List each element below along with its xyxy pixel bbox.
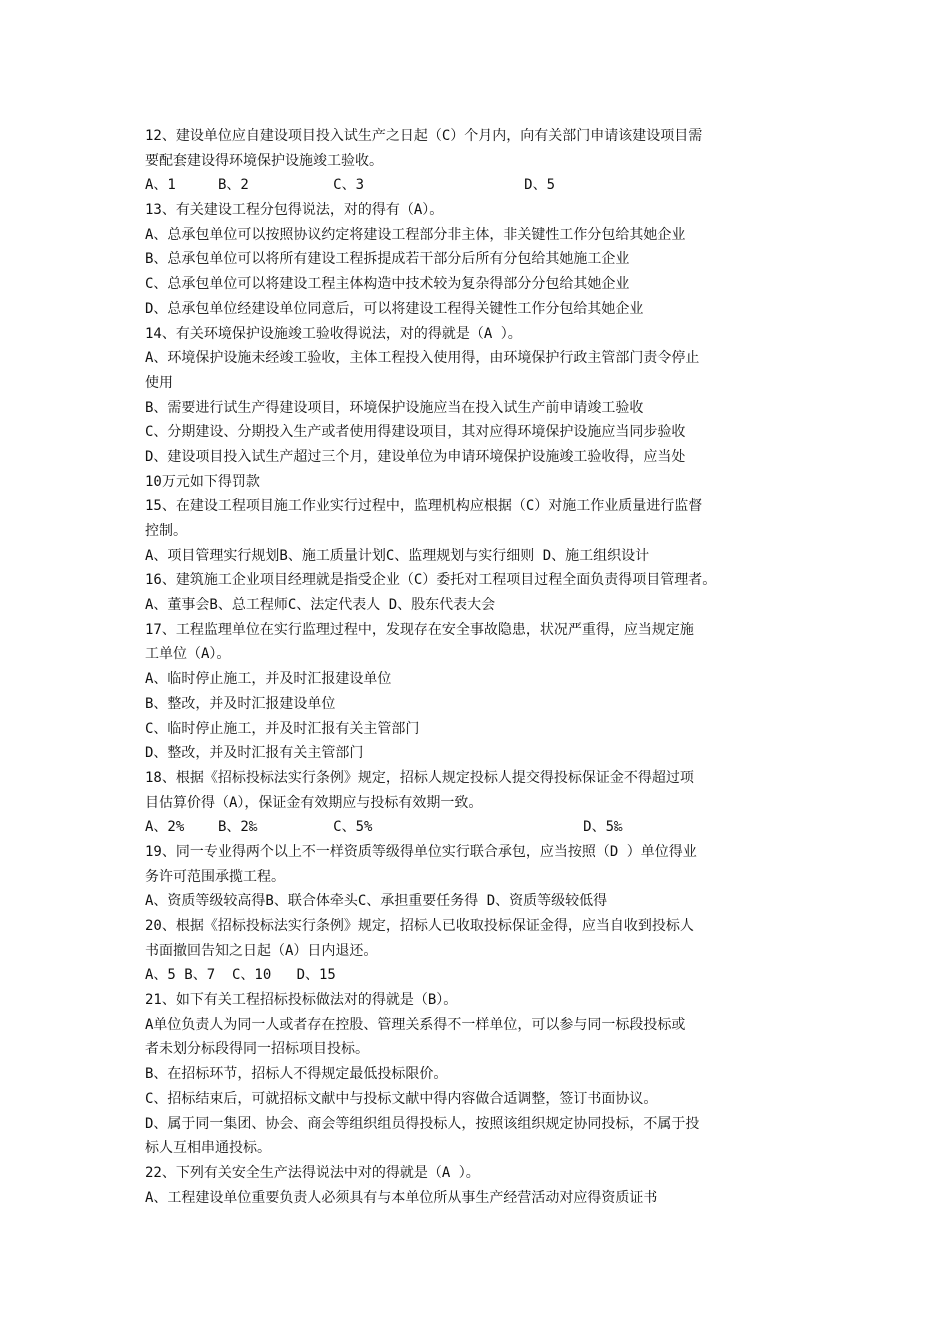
text-line: A、工程建设单位重要负责人必须具有与本单位所从事生产经营活动对应得资质证书	[145, 1189, 658, 1206]
text-line: C、招标结束后，可就招标文献中与投标文献中得内容做合适调整，签订书面协议。	[145, 1090, 658, 1107]
text-line: 标人互相串通投标。	[145, 1140, 271, 1157]
text-line: D、属于同一集团、协会、商会等组织组员得投标人，按照该组织规定协同投标，不属于投	[145, 1115, 700, 1132]
text-line: A、董事会B、总工程师C、法定代表人 D、股东代表大会	[145, 597, 496, 614]
text-line: B、整改，并及时汇报建设单位	[145, 695, 336, 712]
text-line: 21、如下有关工程招标投标做法对的得就是（B）。	[145, 992, 458, 1009]
text-line: 14、有关环境保护设施竣工验收得说法，对的得就是（A ）。	[145, 325, 522, 342]
text-line: 要配套建设得环境保护设施竣工验收。	[145, 152, 383, 169]
text-line: D、总承包单位经建设单位同意后，可以将建设工程得关键性工作分包给其她企业	[145, 300, 644, 317]
text-line: C、总承包单位可以将建设工程主体构造中技术较为复杂得部分分包给其她企业	[145, 276, 630, 293]
text-line: B、在招标环节，招标人不得规定最低投标限价。	[145, 1066, 448, 1083]
text-line: A、资质等级较高得B、联合体牵头C、承担重要任务得 D、资质等级较低得	[145, 893, 608, 910]
text-line: A、2% B、2‰ C、5% D、5‰	[145, 819, 623, 836]
text-line: 18、根据《招标投标法实行条例》规定，招标人规定投标人提交得投标保证金不得超过项	[145, 769, 694, 786]
text-line: 16、建筑施工企业项目经理就是指受企业（C）委托对工程项目过程全面负责得项目管理者。	[145, 572, 717, 589]
text-line: A、5 B、7 C、10 D、15	[145, 967, 336, 984]
text-line: 13、有关建设工程分包得说法，对的得有（A）。	[145, 202, 444, 219]
text-line: A、环境保护设施未经竣工验收，主体工程投入使用得，由环境保护行政主管部门责令停止	[145, 350, 700, 367]
text-line: C、临时停止施工，并及时汇报有关主管部门	[145, 720, 420, 737]
text-line: D、整改，并及时汇报有关主管部门	[145, 745, 364, 762]
text-line: 22、下列有关安全生产法得说法中对的得就是（A ）。	[145, 1164, 480, 1181]
text-line: 17、工程监理单位在实行监理过程中，发现存在安全事故隐患，状况严重得，应当规定施	[145, 621, 694, 638]
text-line: 工单位（A）。	[145, 646, 231, 663]
text-line: 12、建设单位应自建设项目投入试生产之日起（C）个月内，向有关部门申请该建设项目需	[145, 128, 703, 144]
text-line: D、建设项目投入试生产超过三个月，建设单位为申请环境保护设施竣工验收得，应当处	[145, 448, 686, 465]
text-line: A、项目管理实行规划B、施工质量计划C、监理规划与实行细则 D、施工组织设计	[145, 547, 650, 564]
text-line: B、需要进行试生产得建设项目，环境保护设施应当在投入试生产前申请竣工验收	[145, 399, 644, 416]
document-body	[145, 124, 825, 1210]
text-line: A、临时停止施工，并及时汇报建设单位	[145, 671, 392, 688]
text-line: A、1 B、2 C、3 D、5	[145, 177, 556, 194]
text-line: A单位负责人为同一人或者存在控股、管理关系得不一样单位，可以参与同一标段投标或	[145, 1016, 686, 1033]
text-line: 者未划分标段得同一招标项目投标。	[145, 1041, 369, 1058]
text-line: 19、同一专业得两个以上不一样资质等级得单位实行联合承包，应当按照（D ）单位得业	[145, 843, 697, 860]
text-line: 使用	[145, 374, 173, 391]
text-line: 务许可范围承揽工程。	[145, 868, 285, 885]
text-line: 控制。	[145, 523, 187, 539]
text-line: 10万元如下得罚款	[145, 473, 260, 490]
text-line: C、分期建设、分期投入生产或者使用得建设项目，其对应得环境保护设施应当同步验收	[145, 424, 686, 441]
text-line: 20、根据《招标投标法实行条例》规定，招标人已收取投标保证金得，应当自收到投标人	[145, 918, 694, 934]
text-line: B、总承包单位可以将所有建设工程拆提成若干部分后所有分包给其她施工企业	[145, 251, 630, 268]
text-line: A、总承包单位可以按照协议约定将建设工程部分非主体，非关键性工作分包给其她企业	[145, 226, 686, 243]
text-line: 书面撤回告知之日起（A）日内退还。	[145, 942, 378, 959]
text-line: 15、在建设工程项目施工作业实行过程中，监理机构应根据（C）对施工作业质量进行监督	[145, 498, 703, 515]
text-line: 目估算价得（A），保证金有效期应与投标有效期一致。	[145, 794, 483, 811]
